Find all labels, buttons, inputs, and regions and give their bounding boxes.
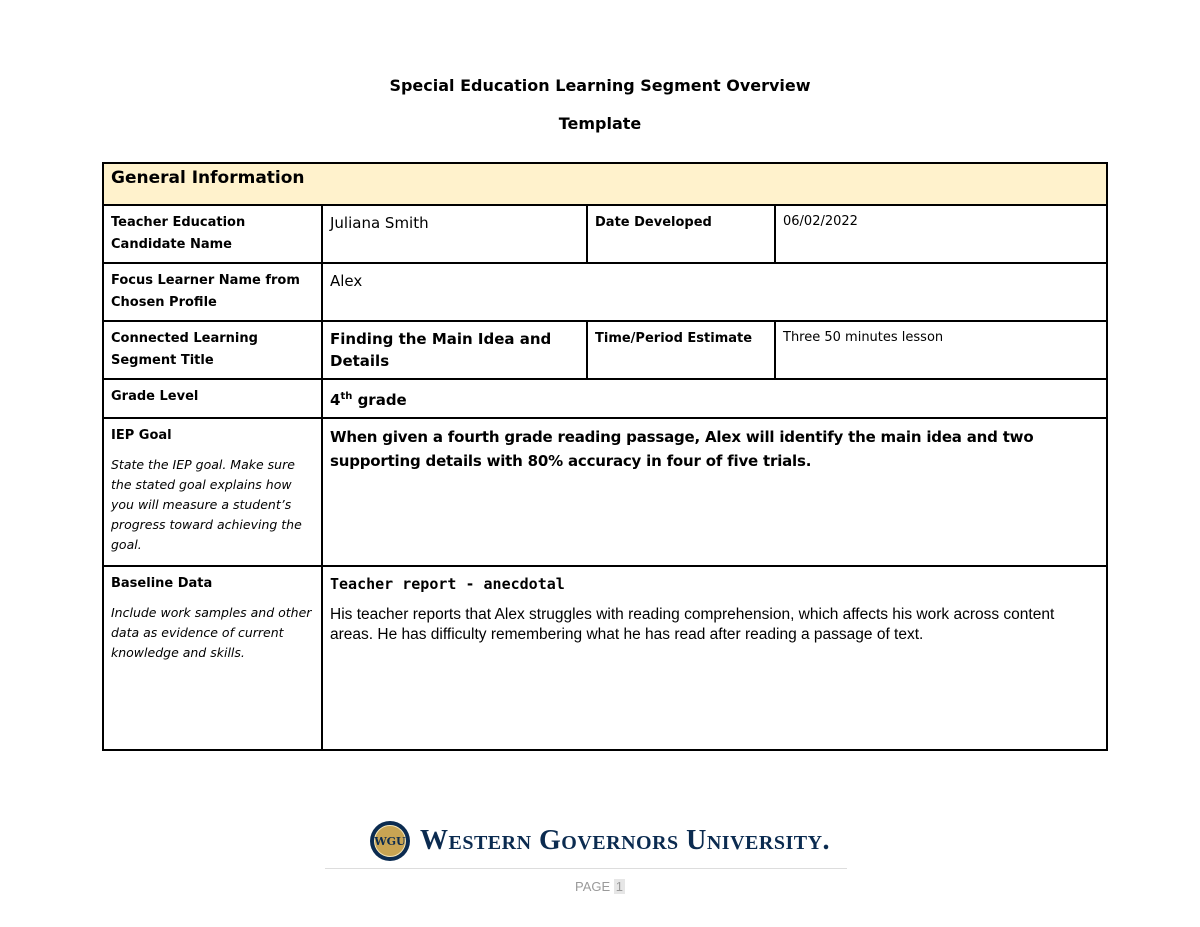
section-header: General Information: [103, 163, 1107, 205]
time-estimate-cell[interactable]: [775, 321, 1107, 379]
document-title: Special Education Learning Segment Overview: [389, 76, 811, 95]
general-information-table: [102, 162, 1108, 751]
teacher-name-cell[interactable]: [322, 205, 587, 263]
grade-level-label: Grade Level: [103, 379, 322, 418]
segment-title-value: Finding the Main Idea and Details: [330, 330, 552, 370]
iep-goal-value: When given a fourth grade reading passage, Alex will identify the main idea and two supporting details with 80% accuracy in four of five trials.: [330, 428, 1034, 470]
iep-goal-cell[interactable]: [322, 418, 1107, 566]
iep-goal-instructions: State the IEP goal. Make sure the stated goal explains how you will measure a student’s progress toward achieving the goal.: [111, 457, 302, 552]
footer-logo: [0, 816, 1200, 866]
segment-title-cell[interactable]: [322, 321, 587, 379]
date-developed-label: Date Developed: [587, 205, 775, 263]
baseline-data-label: Baseline Data Include work samples and other data as evidence of current knowledge and skills.: [103, 566, 322, 750]
time-estimate-label: Time/Period Estimate: [587, 321, 775, 379]
teacher-name-label: Teacher Education Candidate Name: [103, 205, 322, 263]
footer-divider: [325, 868, 847, 869]
grade-level-value: 4th grade: [330, 391, 407, 409]
document-subtitle: Template: [558, 114, 642, 133]
teacher-name-value: Juliana Smith: [330, 214, 429, 232]
university-wordmark: Western Governors University.: [419, 825, 831, 856]
focus-learner-value: Alex: [330, 272, 363, 290]
baseline-data-heading: Teacher report - anecdotal: [330, 575, 565, 593]
baseline-data-cell[interactable]: [322, 566, 1107, 750]
time-estimate-value: Three 50 minutes lesson: [783, 330, 944, 345]
date-developed-value: 06/02/2022: [783, 214, 858, 229]
segment-title-label: Connected Learning Segment Title: [103, 321, 322, 379]
grade-level-cell[interactable]: [322, 379, 1107, 418]
baseline-data-value: His teacher reports that Alex struggles with reading comprehension, which affects his work across content areas. He has difficulty remembering what he has read after reading a passage of text.: [330, 606, 1055, 643]
iep-goal-label: IEP Goal State the IEP goal. Make sure the stated goal explains how you will measure a student’s progress toward achieving the goal.: [103, 418, 322, 566]
date-developed-cell[interactable]: [775, 205, 1107, 263]
university-seal-icon: WGU: [370, 821, 410, 861]
focus-learner-cell[interactable]: [322, 263, 1107, 321]
page-number: 1: [615, 879, 624, 894]
focus-learner-label: Focus Learner Name from Chosen Profile: [103, 263, 322, 321]
page-indicator: PAGE 1: [574, 879, 624, 894]
baseline-data-instructions: Include work samples and other data as evidence of current knowledge and skills.: [111, 605, 312, 660]
